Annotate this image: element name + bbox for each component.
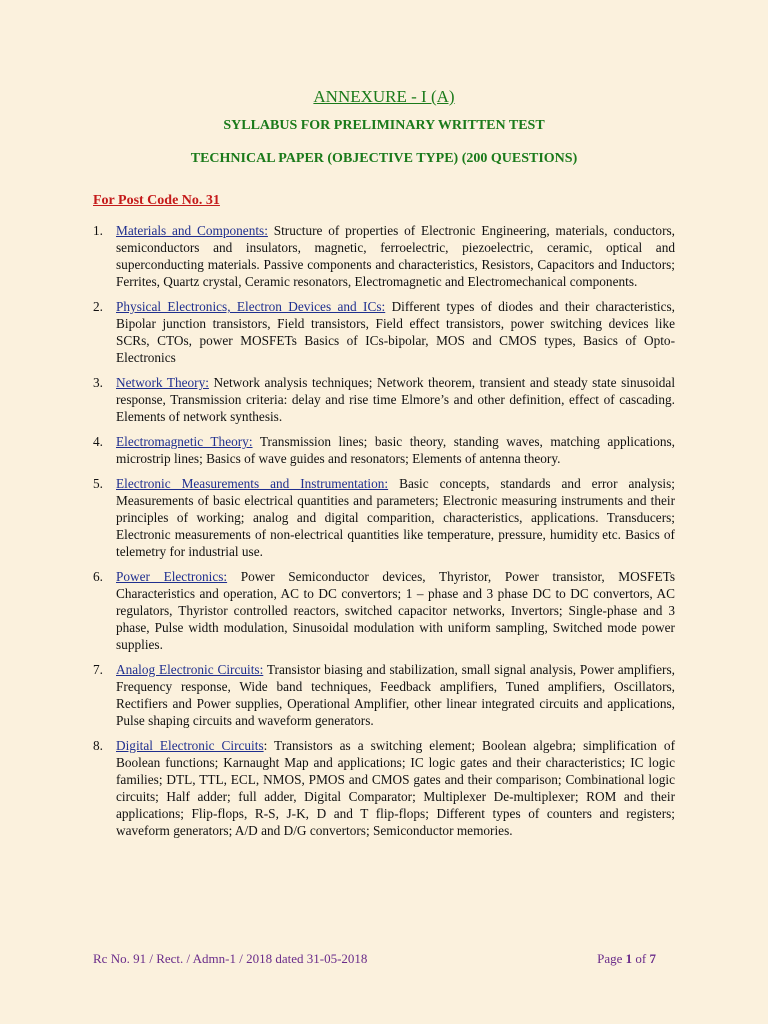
item-body: [116, 298, 675, 366]
annexure-title: ANNEXURE - I (A): [313, 87, 455, 106]
footer-reference: Rc No. 91 / Rect. / Admn-1 / 2018 dated 31-05-2018: [93, 951, 368, 966]
page-of: of: [632, 951, 650, 966]
item-number: 1.: [93, 223, 103, 238]
list-item: [93, 374, 675, 425]
item-heading: Electromagnetic Theory:: [116, 434, 253, 449]
item-heading: Electronic Measurements and Instrumentation:: [116, 476, 389, 491]
item-heading: Power Electronics:: [116, 569, 228, 584]
item-number: 3.: [93, 375, 103, 390]
page-total: 7: [649, 951, 656, 966]
item-heading: Network Theory:: [116, 375, 209, 390]
footer-page-number: [597, 951, 656, 967]
item-heading: Materials and Components:: [116, 223, 268, 238]
item-body: [116, 568, 675, 653]
item-text: Different types of diodes and their characteristics, Bipolar junction transistors, Field transistors, Field effect transistors, power switching devices like SCRs, CTOs, power MOSFETs Basics of ICs-bipolar, MOS and CMOS types, Basics of Opto- Electronics: [116, 299, 675, 365]
item-number: 8.: [93, 738, 103, 753]
syllabus-list: [93, 222, 675, 847]
item-body: [116, 475, 675, 560]
item-body: [116, 222, 675, 290]
item-body: [116, 374, 675, 425]
item-number: 4.: [93, 434, 103, 449]
list-item: [93, 568, 675, 653]
item-text: Transmission lines; basic theory, standing waves, matching applications, microstrip lines; Basics of wave guides and resonators; Elements of antenna theory.: [116, 434, 675, 466]
item-heading: Digital Electronic Circuits: [116, 738, 264, 753]
item-text: Structure of properties of Electronic Engineering, materials, conductors, semiconductors and insulators, magnetic, ferroelectric, piezoelectric, ceramic, optical and superconducting materials. Passive components and characteristics, Resistors, Capacitors and Inductors; Ferrites, Quartz crystal, Ceramic resonators, Electromagnetic and Electromechanical components.: [116, 223, 675, 289]
list-item: [93, 661, 675, 729]
paper-title: TECHNICAL PAPER (OBJECTIVE TYPE) (200 QUESTIONS): [190, 151, 578, 166]
item-body: [116, 433, 675, 467]
item-body: [116, 737, 675, 839]
item-number: 6.: [93, 569, 103, 584]
list-item: [93, 222, 675, 290]
item-number: 5.: [93, 476, 103, 491]
list-item: [93, 298, 675, 366]
list-item: [93, 737, 675, 839]
page-current: 1: [625, 951, 633, 966]
list-item: [93, 475, 675, 560]
item-number: 7.: [93, 662, 103, 677]
item-heading: Physical Electronics, Electron Devices and ICs:: [116, 299, 386, 314]
list-item: [93, 433, 675, 467]
item-text: Basic concepts, standards and error analysis; Measurements of basic electrical quantities and parameters; Electronic measuring instruments and their principles of working; analog and digital comparition, characteristics, applications. Transducers; Electronic measurements of non-electrical quantities like temperature, pressure, humidity etc. Basics of telemetry for industrial use.: [116, 476, 675, 559]
item-text: : Transistors as a switching element; Boolean algebra; simplification of Boolean functions; Karnaught Map and applications; IC logic gates and their characteristics; IC logic families; DTL, TTL, ECL, NMOS, PMOS and CMOS gates and their comparison; Combinational logic circuits; Half adder; full adder, Digital Comparator; Multiplexer De-multiplexer; ROM and their applications; Flip-flops, R-S, J-K, D and T flip-flops; Different types of counters and registers; waveform generators; A/D and D/G convertors; Semiconductor memories.: [116, 738, 675, 838]
item-text: Transistor biasing and stabilization, small signal analysis, Power amplifiers, Frequency response, Wide band techniques, Feedback amplifiers, Tuned amplifiers, Oscillators, Rectifiers and Power supplies, Operational Amplifier, other linear integrated circuits and applications, Pulse shaping circuits and waveform generators.: [116, 662, 675, 728]
item-text: Network analysis techniques; Network theorem, transient and steady state sinusoidal response, Transmission criteria: delay and rise time Elmore’s and other definition, effect of cascading. Elements of network synthesis.: [116, 375, 676, 424]
syllabus-title: SYLLABUS FOR PRELIMINARY WRITTEN TEST: [223, 118, 545, 133]
page-prefix: Page: [597, 951, 626, 966]
item-number: 2.: [93, 299, 103, 314]
post-code-heading: For Post Code No. 31: [93, 193, 220, 208]
item-heading: Analog Electronic Circuits:: [116, 662, 264, 677]
item-text: Power Semiconductor devices, Thyristor, Power transistor, MOSFETs Characteristics and operation, AC to DC convertors; 1 – phase and 3 phase DC to DC convertors, AC regulators, Thyristor controlled reactors, switched capacitor networks, Invertors; Single-phase and 3 phase, Pulse width modulation, Sinusoidal modulation with uniform sampling, Switched mode power supplies.: [116, 569, 675, 652]
item-body: [116, 661, 675, 729]
